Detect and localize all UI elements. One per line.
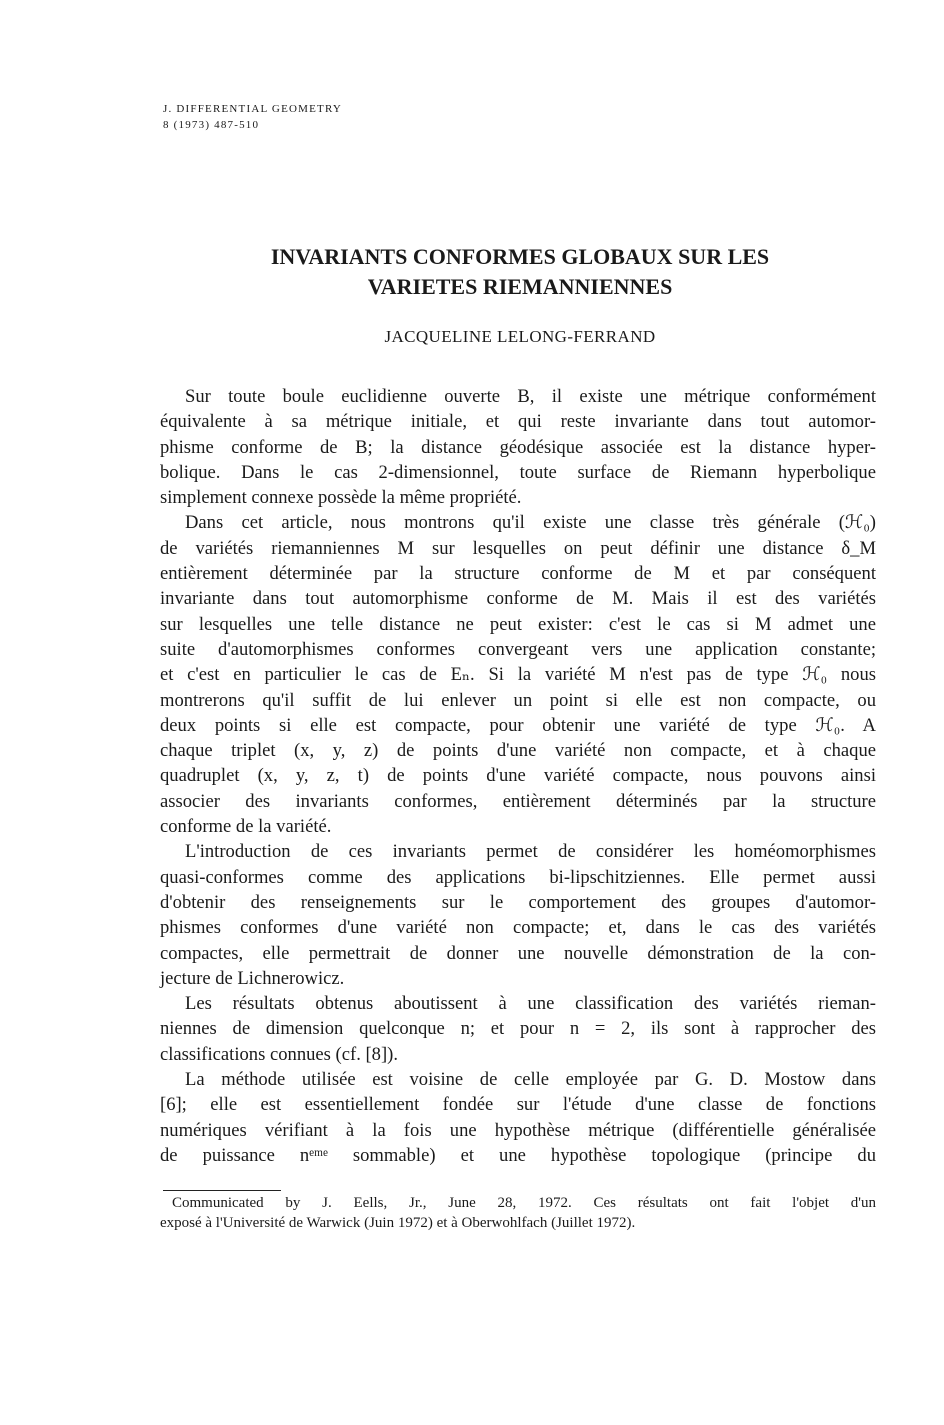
body-line: quadruplet (x, y, z, t) de points d'une variété compacte, nous pouvons ainsi: [160, 765, 876, 787]
footnote-rule: [163, 1190, 281, 1191]
journal-volume: 8 (1973) 487-510: [163, 119, 260, 131]
body-line: quasi-conformes comme des applications bi-lipschitziennes. Elle permet aussi: [160, 866, 876, 888]
body-line: bolique. Dans le cas 2-dimensionnel, toute surface de Riemann hyperbolique: [160, 461, 876, 483]
body-line: deux points si elle est compacte, pour obtenir une variété de type ℋ₀. A: [160, 714, 876, 736]
footnote-line: exposé à l'Université de Warwick (Juin 1972) et à Oberwohlfach (Juillet 1972).: [160, 1215, 636, 1231]
title-line: VARIETES RIEMANNIENNES: [367, 274, 673, 299]
body-line: La méthode utilisée est voisine de celle employée par G. D. Mostow dans: [185, 1069, 876, 1091]
footnote-line: Communicated by J. Eells, Jr., June 28, 1972. Ces résultats ont fait l'objet d'un: [172, 1195, 876, 1211]
body-line: Sur toute boule euclidienne ouverte B, il existe une métrique conformément: [185, 386, 876, 407]
body-line: jecture de Lichnerowicz.: [160, 967, 345, 989]
body-line: phisme conforme de B; la distance géodésique associée est la distance hyper-: [160, 436, 876, 458]
body-line: phismes conformes d'une variété non compacte; et, dans le cas des variétés: [160, 917, 876, 939]
body-line: Les résultats obtenus aboutissent à une classification des variétés rieman-: [185, 993, 876, 1015]
body-line: compactes, elle permettrait de donner une nouvelle démonstration de la con-: [160, 942, 876, 964]
body-text: [160, 384, 876, 1168]
body-line: niennes de dimension quelconque n; et pour n = 2, ils sont à rapprocher des: [160, 1018, 876, 1040]
paper-title: [160, 242, 880, 302]
journal-header: [163, 101, 342, 133]
body-line: numériques vérifiant à la fois une hypothèse métrique (différentielle généralisée: [160, 1119, 876, 1141]
body-line: conforme de la variété.: [160, 816, 332, 838]
footnote: [160, 1193, 876, 1233]
body-line: associer des invariants conformes, entièrement déterminés par la structure: [160, 790, 876, 812]
body-line: et c'est en particulier le cas de Eₙ. Si la variété M n'est pas de type ℋ₀ nous: [160, 664, 876, 686]
body-line: Dans cet article, nous montrons qu'il existe une classe très générale (ℋ₀): [185, 512, 876, 534]
body-line: entièrement déterminée par la structure conforme de M et par conséquent: [160, 563, 876, 585]
body-line: montrerons qu'il suffit de lui enlever un point si elle est non compacte, ou: [160, 689, 876, 711]
body-line: de variétés riemanniennes M sur lesquelles on peut définir une distance δ_M: [160, 537, 876, 559]
body-line: invariante dans tout automorphisme conforme de M. Mais il est des variétés: [160, 588, 876, 610]
body-line: L'introduction de ces invariants permet de considérer les homéomorphismes: [185, 841, 876, 863]
body-line: d'obtenir des renseignements sur le comportement des groupes d'automor-: [160, 891, 876, 913]
body-line: suite d'automorphismes conformes convergeant vers une application constante;: [160, 638, 876, 660]
title-line: INVARIANTS CONFORMES GLOBAUX SUR LES: [270, 244, 770, 269]
body-line: équivalente à sa métrique initiale, et qui reste invariante dans tout automor-: [160, 411, 876, 433]
body-line: de puissance nᵉᵐᵉ sommable) et une hypothèse topologique (principe du: [160, 1144, 876, 1166]
author-name: JACQUELINE LELONG-FERRAND: [384, 327, 656, 346]
body-line: [6]; elle est essentiellement fondée sur l'étude d'une classe de fonctions: [160, 1094, 876, 1116]
body-line: sur lesquelles une telle distance ne peut exister: c'est le cas si M admet une: [160, 613, 876, 635]
body-line: classifications connues (cf. [8]).: [160, 1043, 399, 1065]
journal-name: J. DIFFERENTIAL GEOMETRY: [163, 103, 343, 115]
body-line: simplement connexe possède la même propriété.: [160, 487, 522, 509]
body-line: chaque triplet (x, y, z) de points d'une variété non compacte, et à chaque: [160, 740, 876, 762]
